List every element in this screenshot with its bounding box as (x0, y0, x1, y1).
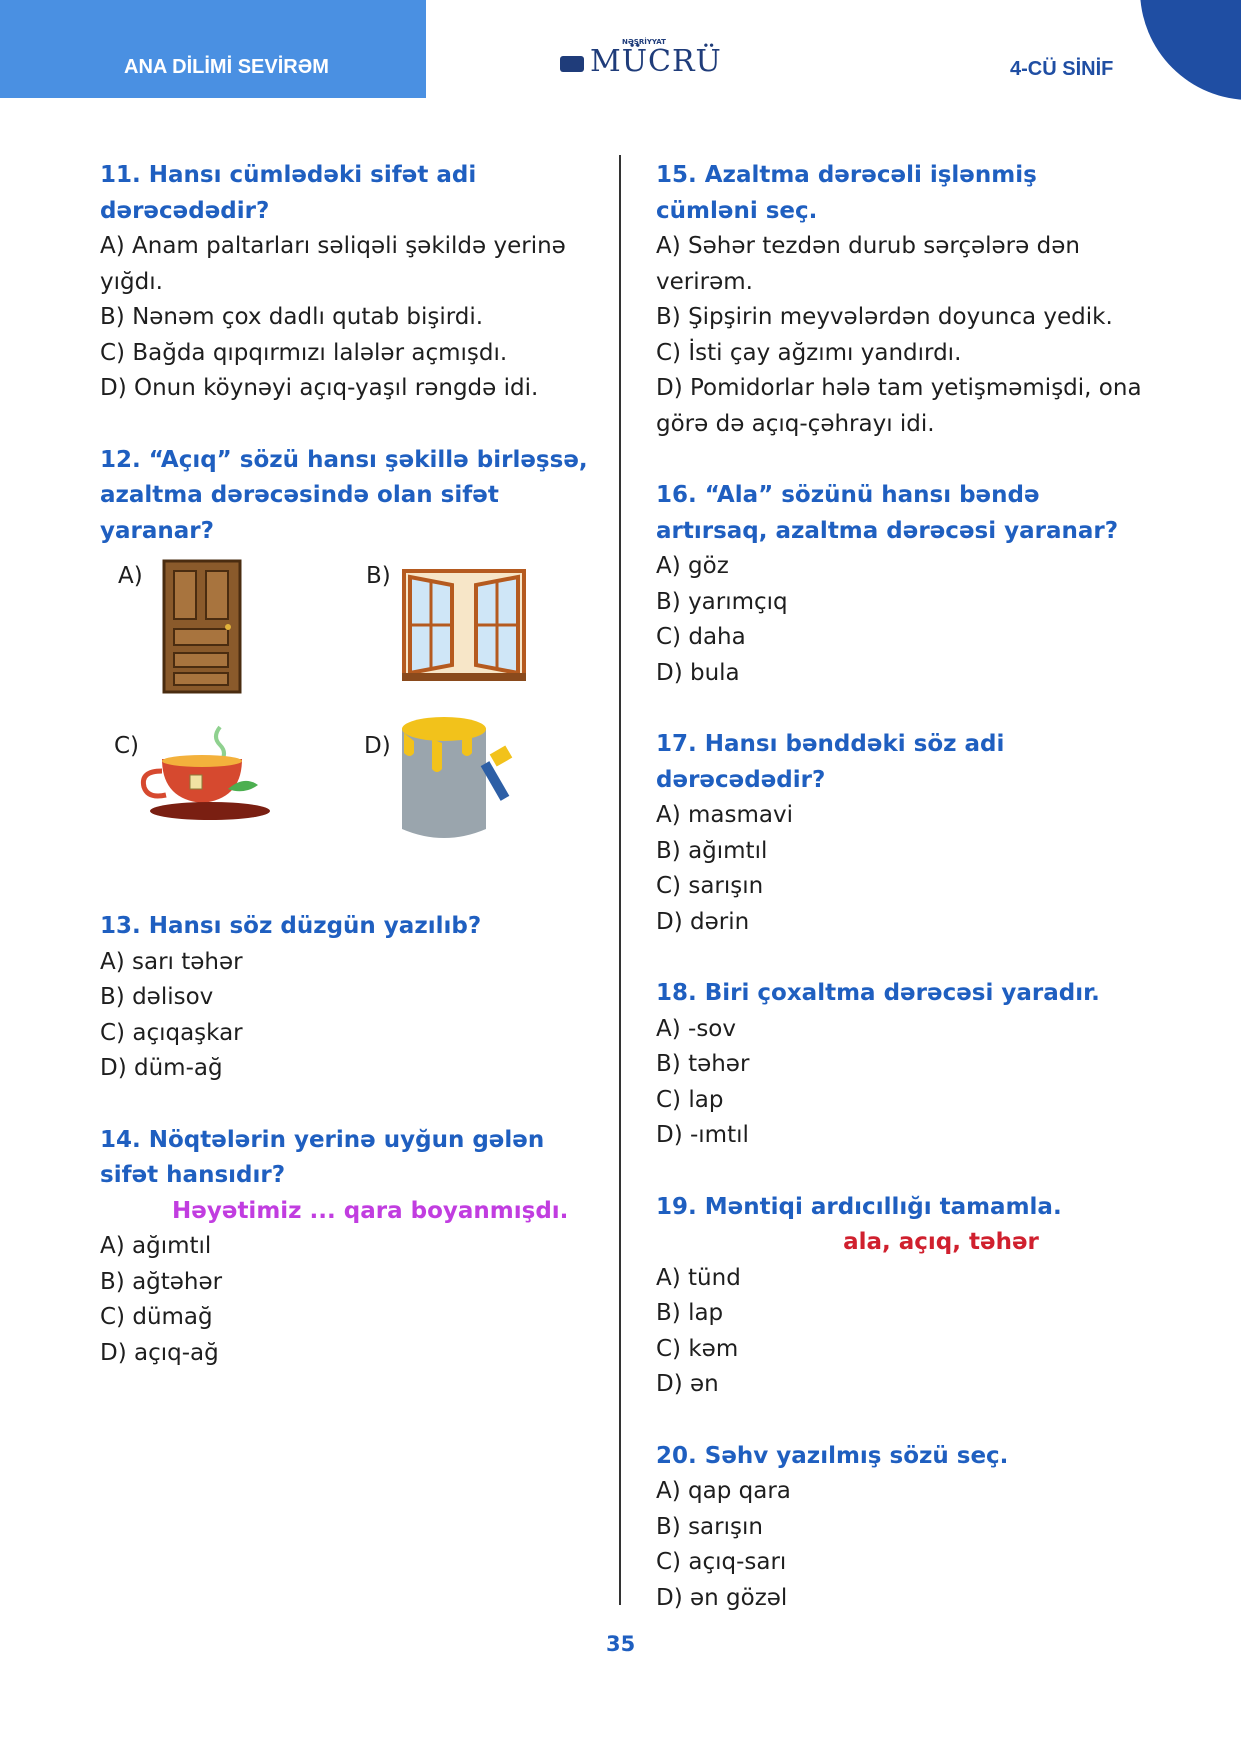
option-a[interactable]: A) Səhər tezdən durub sərçələrə dən verirəm. (656, 233, 1080, 295)
grade-label: 4-CÜ SİNİF (1010, 58, 1114, 80)
option-d: D) (364, 733, 391, 759)
option-d[interactable]: D) Pomidorlar hələ tam yetişməmişdi, ona görə də açıq-çəhrayı idi. (656, 375, 1142, 437)
option-c[interactable]: C) Bağda qıpqırmızı lalələr açmışdı. (100, 339, 508, 366)
corner-decoration (1140, 0, 1241, 100)
option-a[interactable]: A) göz (656, 553, 729, 579)
option-b[interactable]: B) yarımçıq (656, 588, 788, 615)
option-a[interactable]: A) tünd (656, 1264, 741, 1291)
left-column (100, 158, 600, 1407)
question-title: 12. “Açıq” sözü hansı şəkillə birləşsə, azaltma dərəcəsində olan sifət yaranar? (100, 446, 588, 544)
question-title: 15. Azaltma dərəcəli işlənmiş cümləni seç. (656, 162, 1037, 224)
question-12 (100, 443, 600, 890)
option-b[interactable]: B) Nənəm çox dadlı qutab bişirdi. (100, 304, 484, 330)
option-a[interactable]: A) masmavi (656, 802, 794, 828)
picture-options (100, 559, 600, 889)
question-sequence: ala, açıq, təhər (843, 1229, 1039, 1255)
tea-cup-icon (132, 719, 282, 829)
question-14 (100, 1123, 600, 1372)
option-c[interactable]: C) sarışın (656, 873, 764, 899)
option-b[interactable]: B) sarışın (656, 1513, 763, 1540)
question-title: 17. Hansı bənddəki söz adi dərəcədədir? (656, 731, 1005, 793)
question-title: 16. “Ala” sözünü hansı bəndə artırsaq, azaltma dərəcəsi yaranar? (656, 482, 1119, 544)
question-15 (656, 158, 1146, 442)
header-band (0, 0, 426, 98)
option-c[interactable]: C) açıq-sarı (656, 1549, 787, 1575)
question-title: 14. Nöqtələrin yerinə uyğun gələn sifət hansıdır? (100, 1126, 545, 1188)
option-c[interactable]: C) lap (656, 1086, 724, 1113)
question-title: 13. Hansı söz düzgün yazılıb? (100, 913, 482, 939)
option-b[interactable]: B) Şipşirin meyvələrdən doyunca yedik. (656, 304, 1113, 330)
option-c[interactable]: C) kəm (656, 1335, 739, 1362)
option-b[interactable]: B) ağtəhər (100, 1268, 223, 1295)
option-d[interactable]: D) ən gözəl (656, 1584, 788, 1611)
option-d[interactable]: D) açıq-ağ (100, 1339, 219, 1366)
question-11 (100, 158, 600, 407)
option-a[interactable]: A) -sov (656, 1015, 736, 1042)
option-d-picture[interactable] (364, 729, 564, 879)
publisher-logo (560, 38, 722, 90)
question-sentence: Həyətimiz ... qara boyanmışdı. (172, 1197, 569, 1224)
question-13 (100, 909, 600, 1087)
question-18 (656, 976, 1146, 1154)
door-icon (162, 559, 242, 694)
publisher-small-text: NƏŞRİYYAT (622, 38, 666, 46)
option-c[interactable]: C) İsti çay ağzımı yandırdı. (656, 339, 962, 366)
option-b: B) (366, 563, 391, 589)
question-title: 19. Məntiqi ardıcıllığı tamamla. (656, 1193, 1062, 1220)
option-a: A) (118, 563, 143, 589)
option-c[interactable]: C) dümağ (100, 1304, 213, 1330)
option-a[interactable]: A) Anam paltarları səliqəli şəkildə yerinə yığdı. (100, 233, 566, 295)
option-d[interactable]: D) ən (656, 1371, 719, 1397)
option-b[interactable]: B) lap (656, 1300, 724, 1326)
question-title: 20. Səhv yazılmış sözü seç. (656, 1442, 1009, 1469)
option-c-picture[interactable] (114, 729, 314, 859)
question-title: 11. Hansı cümlədəki sifət adi dərəcədədir? (100, 162, 477, 224)
option-c[interactable]: C) daha (656, 624, 746, 650)
option-b[interactable]: B) ağımtıl (656, 837, 768, 864)
option-b-picture[interactable] (366, 559, 566, 699)
question-19 (656, 1190, 1146, 1403)
option-b[interactable]: B) təhər (656, 1051, 750, 1077)
option-a[interactable]: A) sarı təhər (100, 948, 243, 975)
option-d[interactable]: D) -ımtıl (656, 1122, 749, 1148)
page-number: 35 (606, 1632, 636, 1656)
publisher-name: MÜCRÜ (590, 44, 722, 79)
option-d[interactable]: D) Onun köynəyi açıq-yaşıl rəngdə idi. (100, 375, 539, 401)
question-17 (656, 727, 1146, 940)
paint-bucket-icon (392, 709, 542, 849)
book-title: ANA DİLİMİ SEVİRƏM (124, 56, 329, 78)
option-c: C) (114, 733, 140, 759)
window-icon (402, 569, 526, 681)
right-column (656, 158, 1146, 1652)
column-divider (619, 155, 621, 1605)
question-20 (656, 1439, 1146, 1617)
option-a[interactable]: A) qap qara (656, 1478, 791, 1504)
logo-mark-icon (560, 56, 584, 72)
option-d[interactable]: D) düm-ağ (100, 1055, 223, 1081)
option-a[interactable]: A) ağımtıl (100, 1233, 212, 1259)
option-d[interactable]: D) dərin (656, 908, 750, 935)
option-d[interactable]: D) bula (656, 659, 740, 686)
option-b[interactable]: B) dəlisov (100, 984, 214, 1010)
option-c[interactable]: C) açıqaşkar (100, 1019, 243, 1046)
question-title: 18. Biri çoxaltma dərəcəsi yaradır. (656, 980, 1100, 1006)
question-16 (656, 478, 1146, 691)
option-a-picture[interactable] (118, 559, 268, 699)
